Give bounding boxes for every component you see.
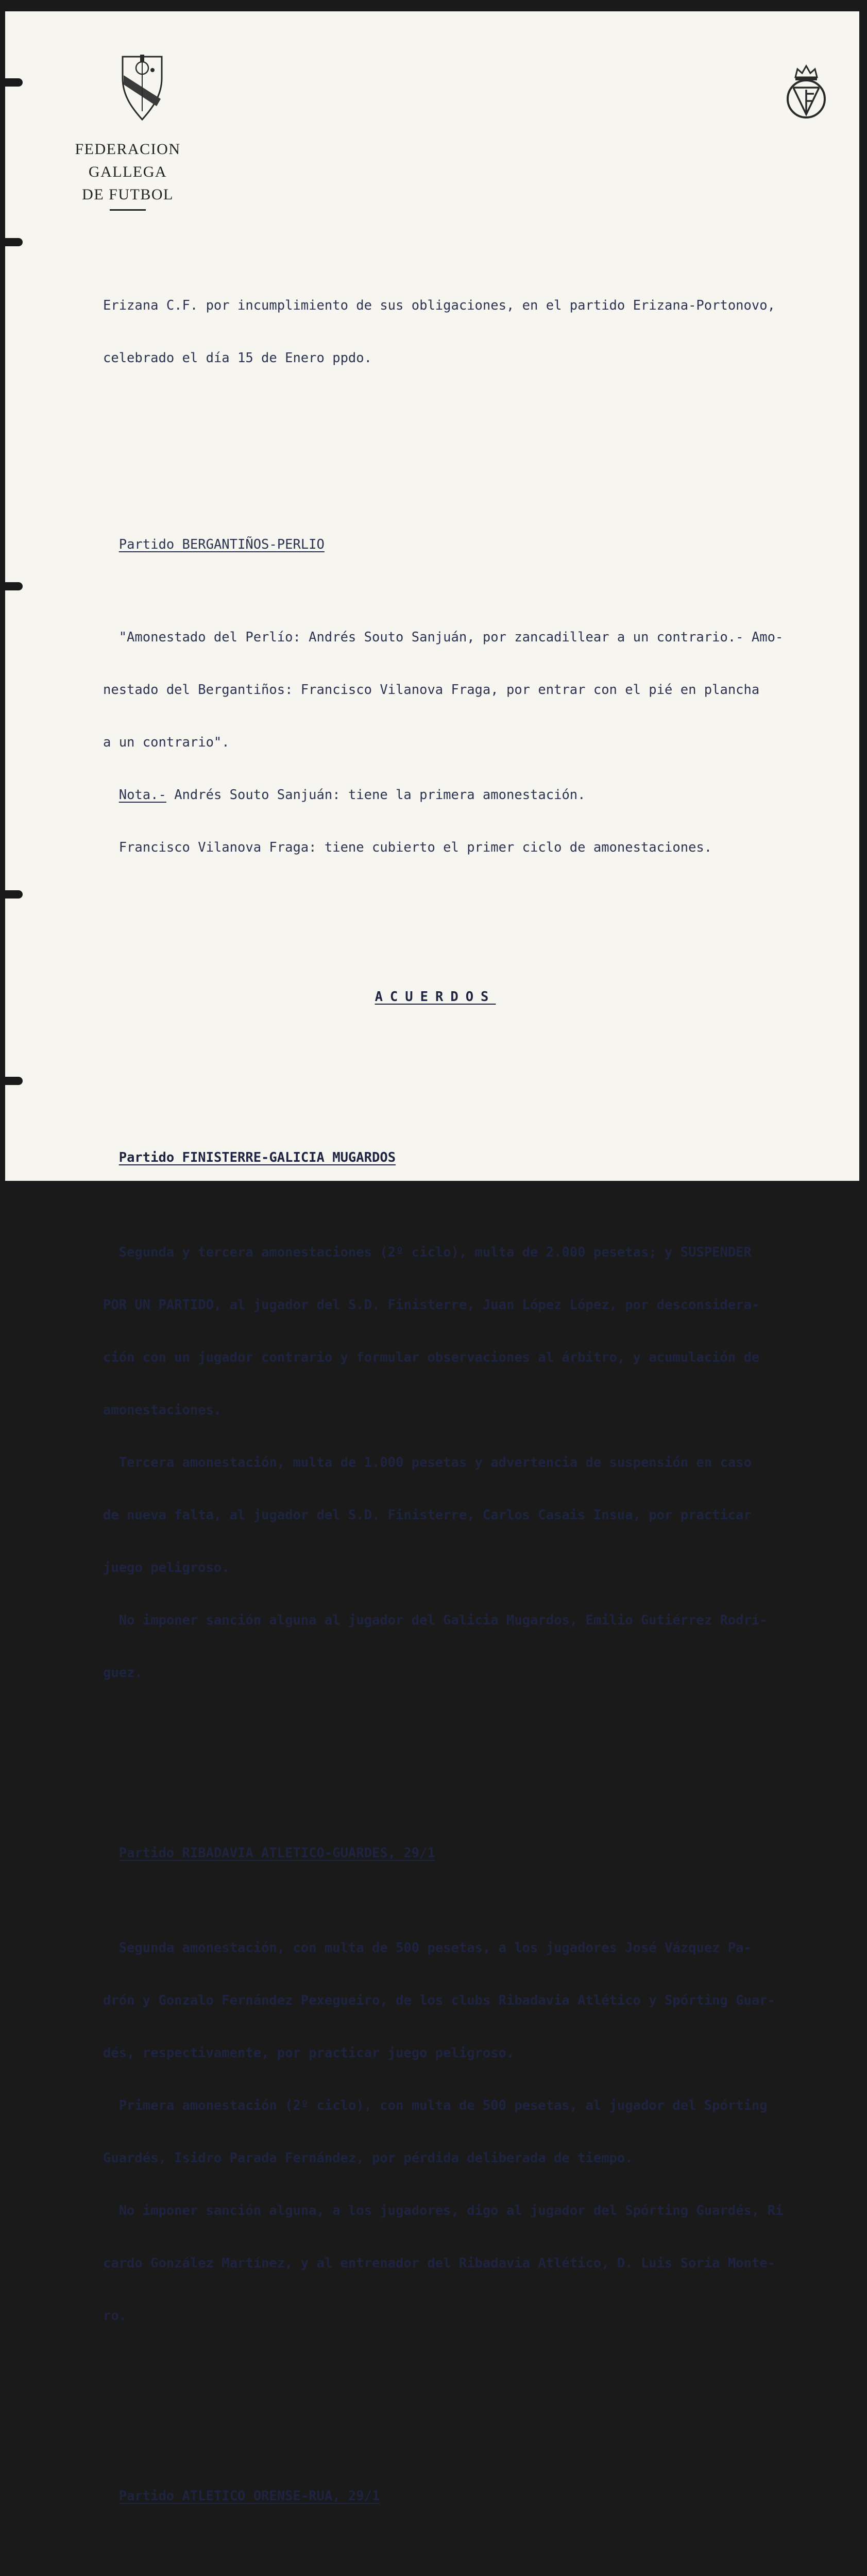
- section-title: Partido FINISTERRE-GALICIA MUGARDOS: [118, 1150, 396, 1165]
- organization-name: [40, 138, 215, 211]
- org-underline: [110, 209, 146, 211]
- binder-hole: [5, 582, 23, 590]
- intro-paragraph: [103, 262, 850, 402]
- text-line: No imponer sanción alguna al jugador del Galicia Mugardos, Emilio Gutiérrez Rodrí-: [103, 1613, 768, 1628]
- nota-label: Nota.-: [118, 787, 166, 803]
- text-line: ro.: [103, 2308, 127, 2324]
- org-line-2: DE FUTBOL: [82, 186, 174, 203]
- document-body: [103, 227, 850, 2576]
- text-line: Segunda y tercera amonestaciones (2º ciclo), multa de 2.000 pesetas; y SUSPENDER: [103, 1245, 752, 1260]
- text-line: guez.: [103, 1665, 143, 1681]
- text-line: nestado del Bergantiños: Francisco Vilanova Fraga, por entrar con el pié en plancha: [103, 682, 760, 698]
- text-line: Primera amonestación (2º ciclo), con multa de 500 pesetas, al jugador del Spórting: [103, 2098, 768, 2113]
- crowned-monogram-icon: [785, 63, 827, 121]
- text-line: amonestaciones.: [103, 1402, 222, 1418]
- text-line: Tercera amonestación, multa de 1.000 pesetas y advertencia de suspensión en caso: [103, 1455, 752, 1470]
- section-title: Partido RIBADAVIA ATLETICO-GUARDES, 29/1: [118, 1845, 435, 1861]
- text-line: "Amonestado del Perlío: Andrés Souto Sanjuán, por zancadillear a un contrario.- Amo-: [103, 630, 784, 645]
- binder-hole: [5, 1077, 23, 1085]
- text-line: Erizana C.F. por incumplimiento de sus obligaciones, en el partido Erizana-Portonovo,: [103, 298, 775, 313]
- match-section-bergantinos: [103, 501, 850, 891]
- section-finisterre: [103, 1114, 850, 1717]
- section-title: Partido BERGANTIÑOS-PERLIO: [118, 537, 325, 552]
- text-line: Francisco Vilanova Fraga: tiene cubierto el primer ciclo de amonestaciones.: [103, 840, 712, 855]
- binder-hole: [5, 890, 23, 899]
- text-line: cardo González Martínez, y al entrenador del Ribadavia Atlético, D. Luis Soria Monte-: [103, 2256, 775, 2271]
- section-atletico-orense: [103, 2452, 850, 2576]
- acuerdos-heading: ACUERDOS: [375, 989, 496, 1005]
- text-line: Andrés Souto Sanjuán: tiene la primera amonestación.: [166, 787, 586, 803]
- text-line: Segunda amonestación, con multa de 500 pesetas, a los jugadores José Vázquez Pa-: [103, 1940, 752, 1956]
- text-line: juego peligroso.: [103, 1560, 230, 1575]
- binder-hole: [5, 238, 23, 246]
- text-line: POR UN PARTIDO, al jugador del S.D. Finisterre, Juan López López, por desconsidera-: [103, 1297, 760, 1313]
- binder-hole: [5, 78, 23, 87]
- text-line: celebrado el día 15 de Enero ppdo.: [103, 350, 372, 366]
- text-line: de nueva falta, al jugador del S.D. Finisterre, Carlos Casais Insua, por practicar: [103, 1507, 752, 1523]
- section-title: Partido ATLETICO ORENSE-RUA, 29/1: [118, 2488, 380, 2504]
- shield-emblem-icon: [121, 55, 164, 122]
- text-line: Guardés, Isidro Parada Fernández, por pérdida deliberada de tiempo.: [103, 2150, 633, 2166]
- text-line: drón y Gonzalo Fernández Pexegueiro, de los clubs Ribadavia Atlético y Spórting Guar-: [103, 1993, 775, 2008]
- text-line: ción con un jugador contrario y formular observaciones al árbitro, y acumulación de: [103, 1350, 760, 1365]
- text-line: a un contrario".: [103, 735, 230, 750]
- text-line: No imponer sanción alguna, a los jugadores, digo al jugador del Spórting Guardés, Ri: [103, 2203, 784, 2218]
- text-line: dés, respectivamente, por practicar juego peligroso.: [103, 2045, 515, 2061]
- section-ribadavia: [103, 1809, 850, 2360]
- org-line-1: FEDERACION GALLEGA: [75, 141, 181, 180]
